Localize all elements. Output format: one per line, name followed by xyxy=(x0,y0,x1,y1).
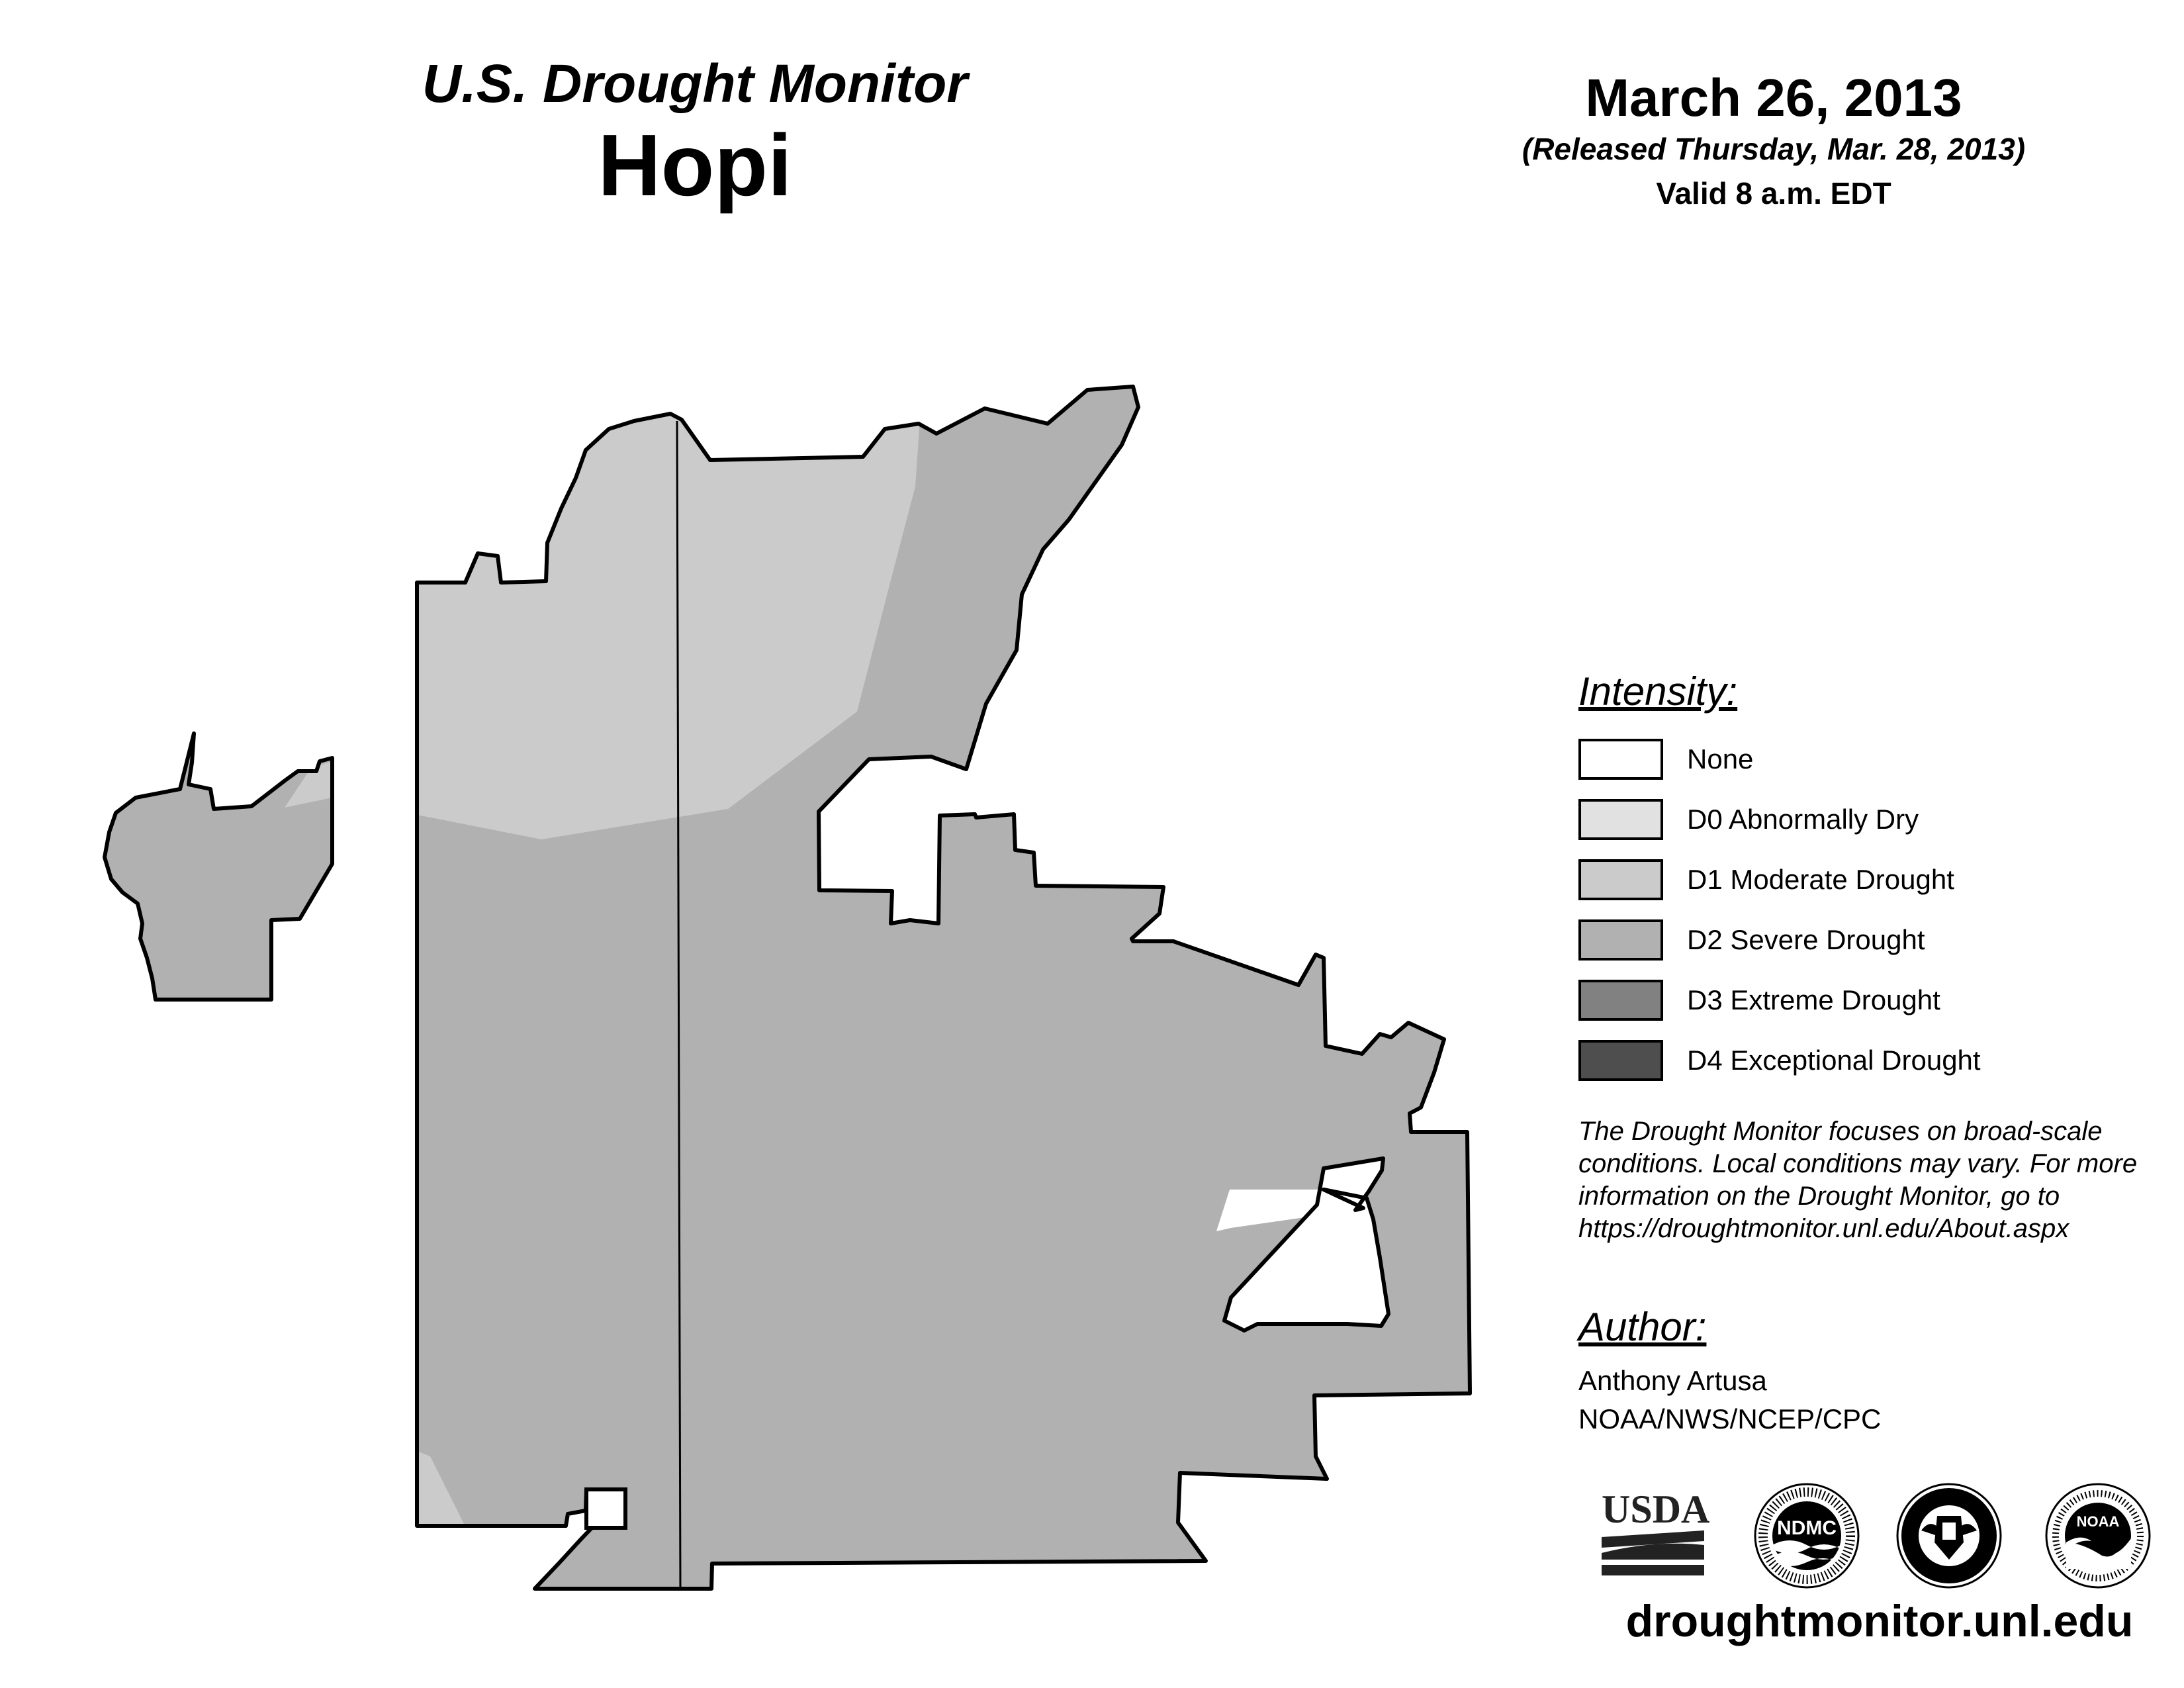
legend xyxy=(1578,669,2174,1090)
legend-swatch-none xyxy=(1578,739,1663,780)
author-name: Anthony Artusa xyxy=(1578,1365,1767,1396)
disclaimer-line: conditions. Local conditions may vary. For more xyxy=(1578,1149,2138,1178)
hole-south xyxy=(586,1489,625,1528)
region-name: Hopi xyxy=(598,117,792,214)
legend-label: D1 Moderate Drought xyxy=(1687,863,1954,895)
valid-time: Valid 8 a.m. EDT xyxy=(1656,175,1891,211)
main-region xyxy=(397,371,1489,1609)
legend-item-d1 xyxy=(1578,849,2174,910)
legend-swatch-d3 xyxy=(1578,980,1663,1021)
disclaimer xyxy=(1578,1115,2174,1245)
legend-item-d3 xyxy=(1578,970,2174,1030)
legend-item-none xyxy=(1578,729,2174,789)
legend-label: D2 Severe Drought xyxy=(1687,923,1925,955)
map-date: March 26, 2013 xyxy=(1585,68,1962,127)
noaa-logo xyxy=(2046,1484,2150,1587)
west-region xyxy=(99,728,338,1006)
department-of-commerce-seal-icon xyxy=(1897,1484,2001,1587)
legend-label: D4 Exceptional Drought xyxy=(1687,1044,1981,1076)
author-affiliation: NOAA/NWS/NCEP/CPC xyxy=(1578,1403,1882,1434)
agency-logos xyxy=(1588,1476,2171,1595)
legend-item-d2 xyxy=(1578,910,2174,970)
legend-label: D3 Extreme Drought xyxy=(1687,984,1940,1015)
legend-label: D0 Abnormally Dry xyxy=(1687,803,1919,835)
legend-title: Intensity: xyxy=(1578,669,1738,714)
product-title: U.S. Drought Monitor xyxy=(422,54,968,114)
legend-item-d4 xyxy=(1578,1030,2174,1090)
usda-logo xyxy=(1602,1487,1709,1575)
disclaimer-line: information on the Drought Monitor, go to xyxy=(1578,1182,2060,1211)
ndmc-logo xyxy=(1755,1484,1858,1587)
legend-swatch-d0 xyxy=(1578,799,1663,840)
legend-item-d0 xyxy=(1578,789,2174,849)
disclaimer-link[interactable]: https://droughtmonitor.unl.edu/About.aspx xyxy=(1578,1214,2070,1243)
ndmc-logo-text: NDMC xyxy=(1777,1517,1837,1539)
noaa-logo-text: NOAA xyxy=(2076,1513,2120,1530)
author-title: Author: xyxy=(1578,1305,1707,1349)
legend-label: None xyxy=(1687,743,1754,774)
disclaimer-line: The Drought Monitor focuses on broad-scale xyxy=(1578,1117,2103,1146)
release-date: (Released Thursday, Mar. 28, 2013) xyxy=(1522,132,2026,166)
legend-swatch-d4 xyxy=(1578,1040,1663,1081)
site-url[interactable]: droughtmonitor.unl.edu xyxy=(1625,1596,2134,1646)
legend-swatch-d1 xyxy=(1578,859,1663,900)
author-block xyxy=(1578,1304,2174,1438)
usda-logo-text: USDA xyxy=(1602,1487,1710,1531)
legend-swatch-d2 xyxy=(1578,919,1663,961)
